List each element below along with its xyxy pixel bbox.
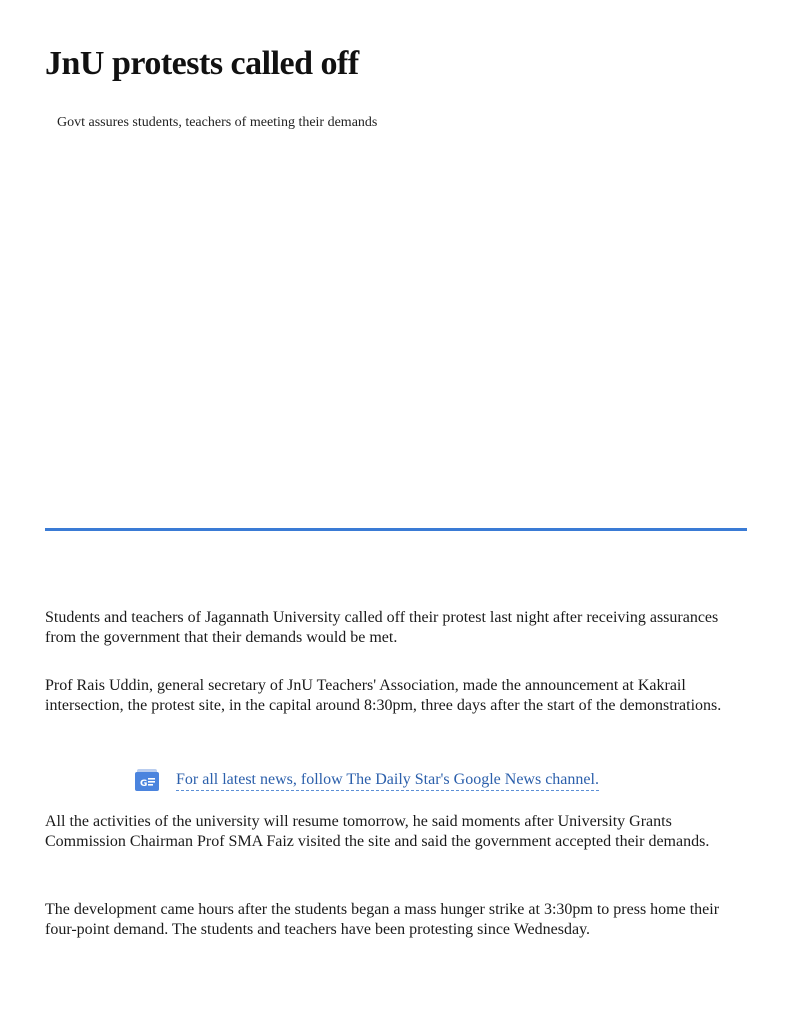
- section-divider: [45, 528, 747, 531]
- article-paragraph: The development came hours after the students began a mass hunger strike at 3:30pm to press home their four-point demand. The students and teachers have been protesting since Wednesday.: [45, 901, 720, 938]
- article-paragraph: All the activities of the university will resume tomorrow, he said moments after University Grants Commission Chairman Prof SMA Faiz visited the site and said the government accepted their demands.: [45, 813, 710, 850]
- google-news-link[interactable]: [133, 766, 599, 794]
- article-subhead: Govt assures students, teachers of meeting their demands: [57, 115, 378, 130]
- article-paragraph: Students and teachers of Jagannath University called off their protest last night after receiving assurances from the government that their demands would be met.: [45, 609, 719, 646]
- media-placeholder: [45, 150, 747, 525]
- article-paragraph: Prof Rais Uddin, general secretary of JnU Teachers' Association, made the announcement at Kakrail intersection, the protest site, in the capital around 8:30pm, three days after the start of the demonstrations.: [45, 677, 722, 714]
- svg-text:G: G: [140, 779, 148, 789]
- google-news-link-label[interactable]: For all latest news, follow The Daily Star's Google News channel.: [176, 770, 599, 791]
- google-news-icon: [133, 768, 161, 792]
- article-headline: JnU protests called off: [45, 45, 359, 82]
